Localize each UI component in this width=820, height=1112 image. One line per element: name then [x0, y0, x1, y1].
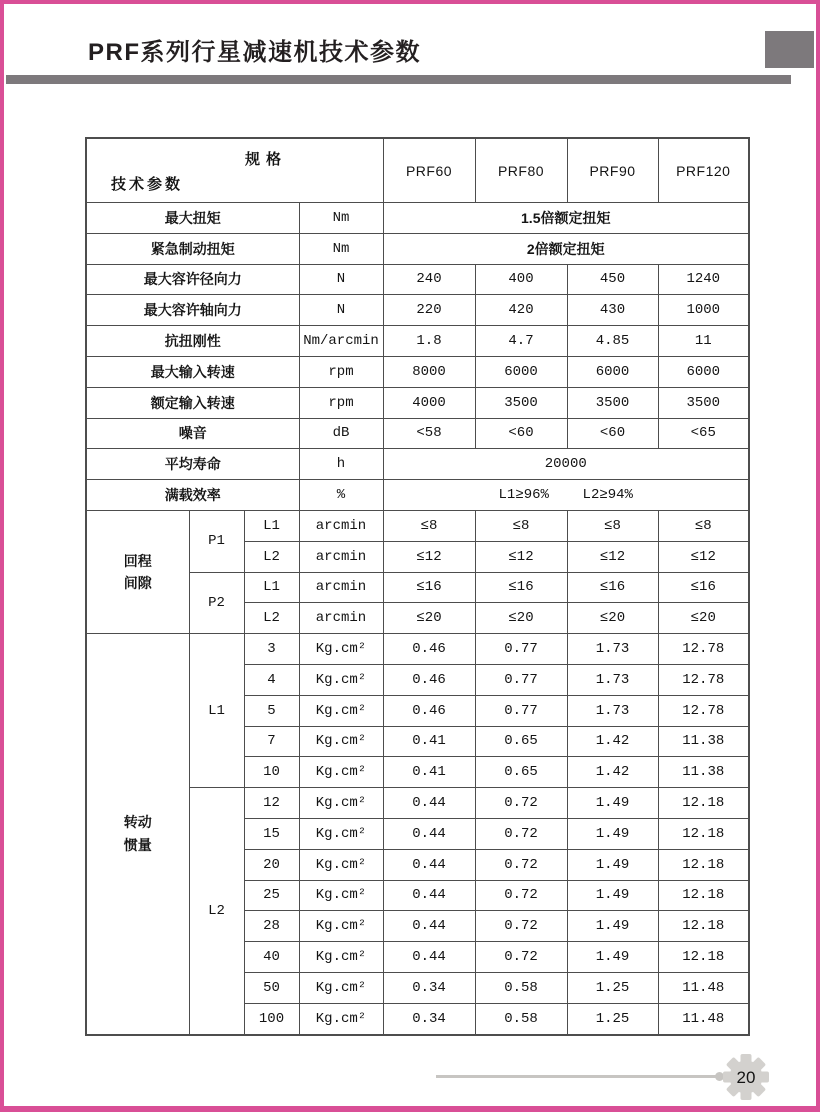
unit-cell: arcmin — [299, 510, 383, 541]
stage-group-label: L2 — [189, 788, 244, 1035]
spec-table — [85, 137, 750, 1036]
value-cell: ≤12 — [658, 541, 749, 572]
unit-cell: Kg.cm² — [299, 695, 383, 726]
precision-grade-label: P1 — [189, 510, 244, 572]
value-cell: ≤12 — [567, 541, 658, 572]
value-cell: ≤12 — [383, 541, 475, 572]
header-accent-box — [765, 31, 814, 68]
value-cell: 11.38 — [658, 726, 749, 757]
value-cell: ≤16 — [658, 572, 749, 603]
value-cell: 12.78 — [658, 695, 749, 726]
param-label: 平均寿命 — [86, 449, 299, 480]
ratio-label: 4 — [244, 664, 299, 695]
unit-cell: arcmin — [299, 572, 383, 603]
unit-cell: rpm — [299, 387, 383, 418]
table-row — [86, 233, 749, 264]
value-cell: 6000 — [475, 356, 567, 387]
column-header: PRF90 — [567, 138, 658, 203]
value-cell: 0.44 — [383, 849, 475, 880]
merged-value-cell: L1≥96% L2≥94% — [383, 480, 749, 511]
value-cell: ≤20 — [658, 603, 749, 634]
unit-cell: Nm/arcmin — [299, 326, 383, 357]
value-cell: 3500 — [658, 387, 749, 418]
value-cell: 0.72 — [475, 942, 567, 973]
table-row — [86, 418, 749, 449]
value-cell: 1.8 — [383, 326, 475, 357]
stage-label: L2 — [244, 541, 299, 572]
stage-label: L1 — [244, 510, 299, 541]
value-cell: 3500 — [567, 387, 658, 418]
value-cell: 1.73 — [567, 695, 658, 726]
value-cell: 0.44 — [383, 788, 475, 819]
stage-label: L1 — [244, 572, 299, 603]
value-cell: 430 — [567, 295, 658, 326]
value-cell: ≤8 — [383, 510, 475, 541]
unit-cell: Kg.cm² — [299, 726, 383, 757]
value-cell: 1000 — [658, 295, 749, 326]
ratio-label: 10 — [244, 757, 299, 788]
param-label: 额定输入转速 — [86, 387, 299, 418]
value-cell: ≤8 — [658, 510, 749, 541]
value-cell: 4.7 — [475, 326, 567, 357]
unit-cell: % — [299, 480, 383, 511]
value-cell: 0.72 — [475, 788, 567, 819]
value-cell: 0.72 — [475, 849, 567, 880]
param-label: 噪音 — [86, 418, 299, 449]
value-cell: 0.46 — [383, 664, 475, 695]
ratio-label: 3 — [244, 634, 299, 665]
value-cell: ≤16 — [475, 572, 567, 603]
value-cell: 12.78 — [658, 634, 749, 665]
ratio-label: 7 — [244, 726, 299, 757]
unit-cell: N — [299, 264, 383, 295]
value-cell: ≤8 — [567, 510, 658, 541]
value-cell: 0.41 — [383, 757, 475, 788]
value-cell: 450 — [567, 264, 658, 295]
ratio-label: 50 — [244, 972, 299, 1003]
param-label: 最大容许径向力 — [86, 264, 299, 295]
value-cell: ≤8 — [475, 510, 567, 541]
ratio-label: 28 — [244, 911, 299, 942]
value-cell: 11.48 — [658, 1003, 749, 1034]
value-cell: 0.72 — [475, 911, 567, 942]
value-cell: 0.44 — [383, 942, 475, 973]
spec-table-body — [86, 138, 749, 1035]
value-cell: 11 — [658, 326, 749, 357]
param-label: 紧急制动扭矩 — [86, 233, 299, 264]
value-cell: 12.18 — [658, 942, 749, 973]
value-cell: 1.49 — [567, 788, 658, 819]
unit-cell: arcmin — [299, 541, 383, 572]
value-cell: 1.49 — [567, 818, 658, 849]
corner-spec-label: 规格 — [245, 151, 288, 168]
value-cell: 3500 — [475, 387, 567, 418]
unit-cell: Nm — [299, 203, 383, 234]
value-cell: <60 — [475, 418, 567, 449]
value-cell: 1.73 — [567, 634, 658, 665]
merged-value-cell: 20000 — [383, 449, 749, 480]
param-label: 最大扭矩 — [86, 203, 299, 234]
ratio-label: 12 — [244, 788, 299, 819]
value-cell: 12.18 — [658, 788, 749, 819]
value-cell: 1.49 — [567, 942, 658, 973]
backlash-group-text: 回程间隙 — [123, 552, 152, 592]
value-cell: ≤20 — [383, 603, 475, 634]
backlash-group-label — [86, 510, 189, 633]
page-number-gear-icon — [722, 1053, 770, 1101]
unit-cell: Kg.cm² — [299, 942, 383, 973]
value-cell: 12.18 — [658, 818, 749, 849]
table-row — [86, 264, 749, 295]
value-cell: 0.46 — [383, 695, 475, 726]
value-cell: ≤20 — [475, 603, 567, 634]
page-number: 20 — [736, 1068, 756, 1087]
unit-cell: Kg.cm² — [299, 664, 383, 695]
value-cell: 6000 — [567, 356, 658, 387]
unit-cell: Kg.cm² — [299, 634, 383, 665]
value-cell: 12.18 — [658, 880, 749, 911]
value-cell: 1.49 — [567, 911, 658, 942]
unit-cell: Nm — [299, 233, 383, 264]
unit-cell: h — [299, 449, 383, 480]
unit-cell: N — [299, 295, 383, 326]
ratio-label: 5 — [244, 695, 299, 726]
param-label: 满载效率 — [86, 480, 299, 511]
value-cell: <60 — [567, 418, 658, 449]
value-cell: 12.18 — [658, 911, 749, 942]
unit-cell: dB — [299, 418, 383, 449]
value-cell: 420 — [475, 295, 567, 326]
ratio-label: 20 — [244, 849, 299, 880]
column-header: PRF120 — [658, 138, 749, 203]
precision-grade-label: P2 — [189, 572, 244, 634]
value-cell: 0.77 — [475, 695, 567, 726]
value-cell: 12.78 — [658, 664, 749, 695]
table-row — [86, 138, 749, 203]
ratio-label: 100 — [244, 1003, 299, 1034]
column-header: PRF80 — [475, 138, 567, 203]
value-cell: 0.65 — [475, 757, 567, 788]
table-row — [86, 295, 749, 326]
ratio-label: 40 — [244, 942, 299, 973]
table-row — [86, 480, 749, 511]
column-header: PRF60 — [383, 138, 475, 203]
value-cell: 0.65 — [475, 726, 567, 757]
value-cell: 0.58 — [475, 1003, 567, 1034]
param-label: 最大容许轴向力 — [86, 295, 299, 326]
value-cell: 0.44 — [383, 818, 475, 849]
title-underline-bar — [6, 75, 791, 84]
value-cell: 0.46 — [383, 634, 475, 665]
table-corner-cell — [86, 138, 383, 203]
unit-cell: Kg.cm² — [299, 1003, 383, 1034]
value-cell: 0.44 — [383, 880, 475, 911]
unit-cell: Kg.cm² — [299, 880, 383, 911]
table-row — [86, 510, 749, 541]
value-cell: 0.34 — [383, 1003, 475, 1034]
value-cell: 6000 — [658, 356, 749, 387]
unit-cell: Kg.cm² — [299, 849, 383, 880]
value-cell: <58 — [383, 418, 475, 449]
value-cell: 0.72 — [475, 880, 567, 911]
stage-label: L2 — [244, 603, 299, 634]
value-cell: 0.34 — [383, 972, 475, 1003]
value-cell: 1.25 — [567, 972, 658, 1003]
unit-cell: arcmin — [299, 603, 383, 634]
value-cell: 240 — [383, 264, 475, 295]
value-cell: 0.77 — [475, 664, 567, 695]
value-cell: 0.58 — [475, 972, 567, 1003]
value-cell: 11.48 — [658, 972, 749, 1003]
inertia-group-label — [86, 634, 189, 1035]
table-row — [86, 356, 749, 387]
unit-cell: Kg.cm² — [299, 972, 383, 1003]
value-cell: 0.41 — [383, 726, 475, 757]
param-label: 抗扭刚性 — [86, 326, 299, 357]
unit-cell: rpm — [299, 356, 383, 387]
value-cell: 1.25 — [567, 1003, 658, 1034]
ratio-label: 15 — [244, 818, 299, 849]
value-cell: ≤12 — [475, 541, 567, 572]
table-row — [86, 326, 749, 357]
value-cell: 0.72 — [475, 818, 567, 849]
unit-cell: Kg.cm² — [299, 757, 383, 788]
param-label: 最大输入转速 — [86, 356, 299, 387]
unit-cell: Kg.cm² — [299, 818, 383, 849]
value-cell: 4.85 — [567, 326, 658, 357]
table-row — [86, 203, 749, 234]
value-cell: ≤20 — [567, 603, 658, 634]
table-row — [86, 449, 749, 480]
merged-value-cell: 1.5倍额定扭矩 — [383, 203, 749, 234]
value-cell: 400 — [475, 264, 567, 295]
unit-cell: Kg.cm² — [299, 911, 383, 942]
inertia-group-text: 转动惯量 — [123, 814, 152, 853]
stage-group-label: L1 — [189, 634, 244, 788]
value-cell: 8000 — [383, 356, 475, 387]
footer-rule — [436, 1075, 720, 1078]
value-cell: 1.49 — [567, 849, 658, 880]
value-cell: 1.73 — [567, 664, 658, 695]
value-cell: 1.42 — [567, 726, 658, 757]
value-cell: <65 — [658, 418, 749, 449]
value-cell: 1.42 — [567, 757, 658, 788]
corner-param-label: 技术参数 — [111, 176, 184, 193]
value-cell: 0.77 — [475, 634, 567, 665]
table-row — [86, 634, 749, 665]
value-cell: ≤16 — [567, 572, 658, 603]
merged-value-cell: 2倍额定扭矩 — [383, 233, 749, 264]
table-row — [86, 387, 749, 418]
value-cell: 1240 — [658, 264, 749, 295]
ratio-label: 25 — [244, 880, 299, 911]
value-cell: 12.18 — [658, 849, 749, 880]
unit-cell: Kg.cm² — [299, 788, 383, 819]
value-cell: 11.38 — [658, 757, 749, 788]
value-cell: 0.44 — [383, 911, 475, 942]
value-cell: 220 — [383, 295, 475, 326]
value-cell: ≤16 — [383, 572, 475, 603]
value-cell: 1.49 — [567, 880, 658, 911]
value-cell: 4000 — [383, 387, 475, 418]
page-title: PRF系列行星减速机技术参数 — [88, 39, 421, 66]
